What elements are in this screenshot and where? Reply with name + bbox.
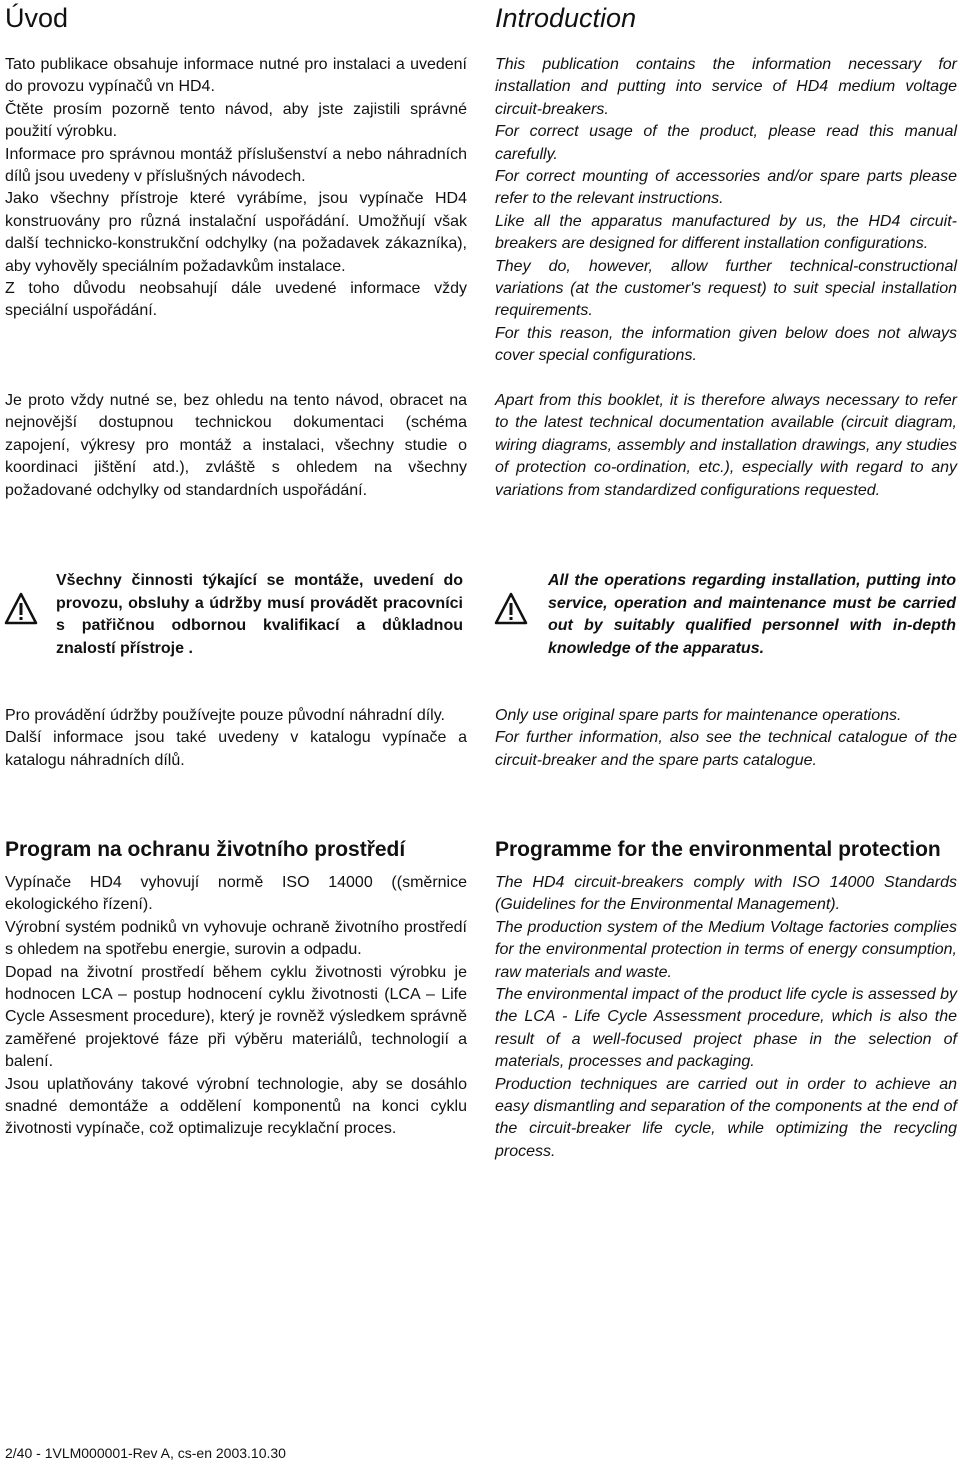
intro-paragraph: Z toho důvodu neobsahují dále uvedené informace vždy speciální uspořádání. xyxy=(5,280,467,320)
intro-paragraph: Informace pro správnou montáž příslušenství a nebo náhradních dílů jsou uvedeny v příslušných návodech. xyxy=(5,145,467,186)
spare-parts-cz xyxy=(5,705,467,772)
intro-paragraph: They do, however, allow further technical-constructional variations (at the customer's request) to suit special installation requirements. xyxy=(495,257,957,320)
env-text-en xyxy=(495,872,957,1163)
env-paragraph: The environmental impact of the product life cycle is assessed by the LCA - Life Cycle Assessment procedure, which is also the result of a well-focused project phase in the selection of materials, processes and packaging. xyxy=(495,986,957,1071)
intro-en xyxy=(495,54,957,368)
intro-paragraph: For correct mounting of accessories and/or spare parts please refer to the relevant instructions. xyxy=(495,168,957,208)
intro-paragraph: This publication contains the information necessary for installation and putting into service of HD4 medium voltage circuit-breakers. xyxy=(495,56,957,118)
env-paragraph: The HD4 circuit-breakers comply with ISO 14000 Standards (Guidelines for the Environmental Management). xyxy=(495,874,957,914)
page-title-cz: Úvod xyxy=(5,3,69,33)
warning-block-en xyxy=(488,566,960,666)
env-paragraph: The production system of the Medium Voltage factories complies for the environmental protection in terms of energy consumption, raw materials and waste. xyxy=(495,918,957,981)
documentation-note-cz: Je proto vždy nutné se, bez ohledu na tento návod, obracet na nejnovější dostupnou technickou dokumentaci (schéma zapojení, výkresy pro montáž a instalaci, všechny studie o koordinaci jištění atd.), zvláště s ohledem na všechny požadované odchylky od standardních uspořádání. xyxy=(5,392,467,499)
intro-paragraph: Jako všechny přístroje které vyrábíme, jsou vypínače HD4 konstruovány pro různá instalační uspořádání. Umožňují však další technicko-konstrukční odchylky (na požadavek zákazníka), aby vyhověly speciálním požadavkům instalace. xyxy=(5,190,467,275)
warning-text-en: All the operations regarding installation, putting into service, operation and maintenance must be carried out by suitably qualified personnel with in-depth knowledge of the apparatus. xyxy=(548,572,956,657)
env-text-cz xyxy=(5,872,467,1141)
env-paragraph: Production techniques are carried out in order to achieve an easy dismantling and separation of the components at the end of the circuit-breaker life cycle, while optimizing the recycling process. xyxy=(495,1075,957,1160)
spare-parts-paragraph: Only use original spare parts for maintenance operations. xyxy=(495,707,902,724)
warning-block-cz xyxy=(0,566,480,666)
warning-triangle-icon xyxy=(494,592,528,626)
env-title-cz: Program na ochranu životního prostředí xyxy=(5,838,406,861)
intro-paragraph: For correct usage of the product, please read this manual carefully. xyxy=(495,123,957,163)
env-title-en: Programme for the environmental protection xyxy=(495,838,941,861)
warning-triangle-icon xyxy=(4,592,38,626)
page-footer: 2/40 - 1VLM000001-Rev A, cs-en 2003.10.30 xyxy=(5,1445,286,1461)
spare-parts-paragraph: For further information, also see the technical catalogue of the circuit-breaker and the spare parts catalogue. xyxy=(495,729,957,769)
env-paragraph: Jsou uplatňovány takové výrobní technologie, aby se dosáhlo snadné demontáže a oddělení komponentů na konci cyklu životnosti vypínače, což optimalizuje recyklační proces. xyxy=(5,1075,467,1138)
intro-paragraph: Like all the apparatus manufactured by us, the HD4 circuit-breakers are designed for different installation configurations. xyxy=(495,212,957,253)
page-title-en: Introduction xyxy=(495,3,637,33)
spare-parts-paragraph: Další informace jsou také uvedeny v katalogu vypínače a katalogu náhradních dílů. xyxy=(5,729,467,769)
intro-cz xyxy=(5,54,467,323)
intro-paragraph: For this reason, the information given below does not always cover special configurations. xyxy=(495,324,957,365)
intro-paragraph: Tato publikace obsahuje informace nutné pro instalaci a uvedení do provozu vypínačů vn HD4. xyxy=(5,56,467,96)
env-paragraph: Dopad na životní prostředí během cyklu životnosti výrobku je hodnocen LCA – postup hodnocení cyklu životnosti (LCA – Life Cycle Assesment procedure), který je rovněž výsledkem správně zaměřené projektové fáze při výběru materiálů, technologií a balení. xyxy=(5,963,467,1071)
intro-paragraph: Čtěte prosím pozorně tento návod, aby jste zajistili správné použití výrobku. xyxy=(5,100,467,141)
spare-parts-en xyxy=(495,705,957,772)
spare-parts-paragraph: Pro provádění údržby používejte pouze původní náhradní díly. xyxy=(5,707,445,724)
warning-text-cz: Všechny činnosti týkající se montáže, uvedení do provozu, obsluhy a údržby musí provádět pracovníci s patřičnou odbornou kvalifikací a důkladnou znalostí přístroje . xyxy=(56,572,463,657)
documentation-note-en: Apart from this booklet, it is therefore always necessary to refer to the latest technical documentation available (circuit diagram, wiring diagrams, assembly and installation drawings, any studies of protection co-ordination, etc.), especially with regard to any variations from standardized configurations requested. xyxy=(495,392,957,499)
env-paragraph: Vypínače HD4 vyhovují normě ISO 14000 ((směrnice ekologického řízení). xyxy=(5,874,467,914)
env-paragraph: Výrobní systém podniků vn vyhovuje ochraně životního prostředí s ohledem na spotřebu energie, surovin a odpadu. xyxy=(5,918,467,959)
